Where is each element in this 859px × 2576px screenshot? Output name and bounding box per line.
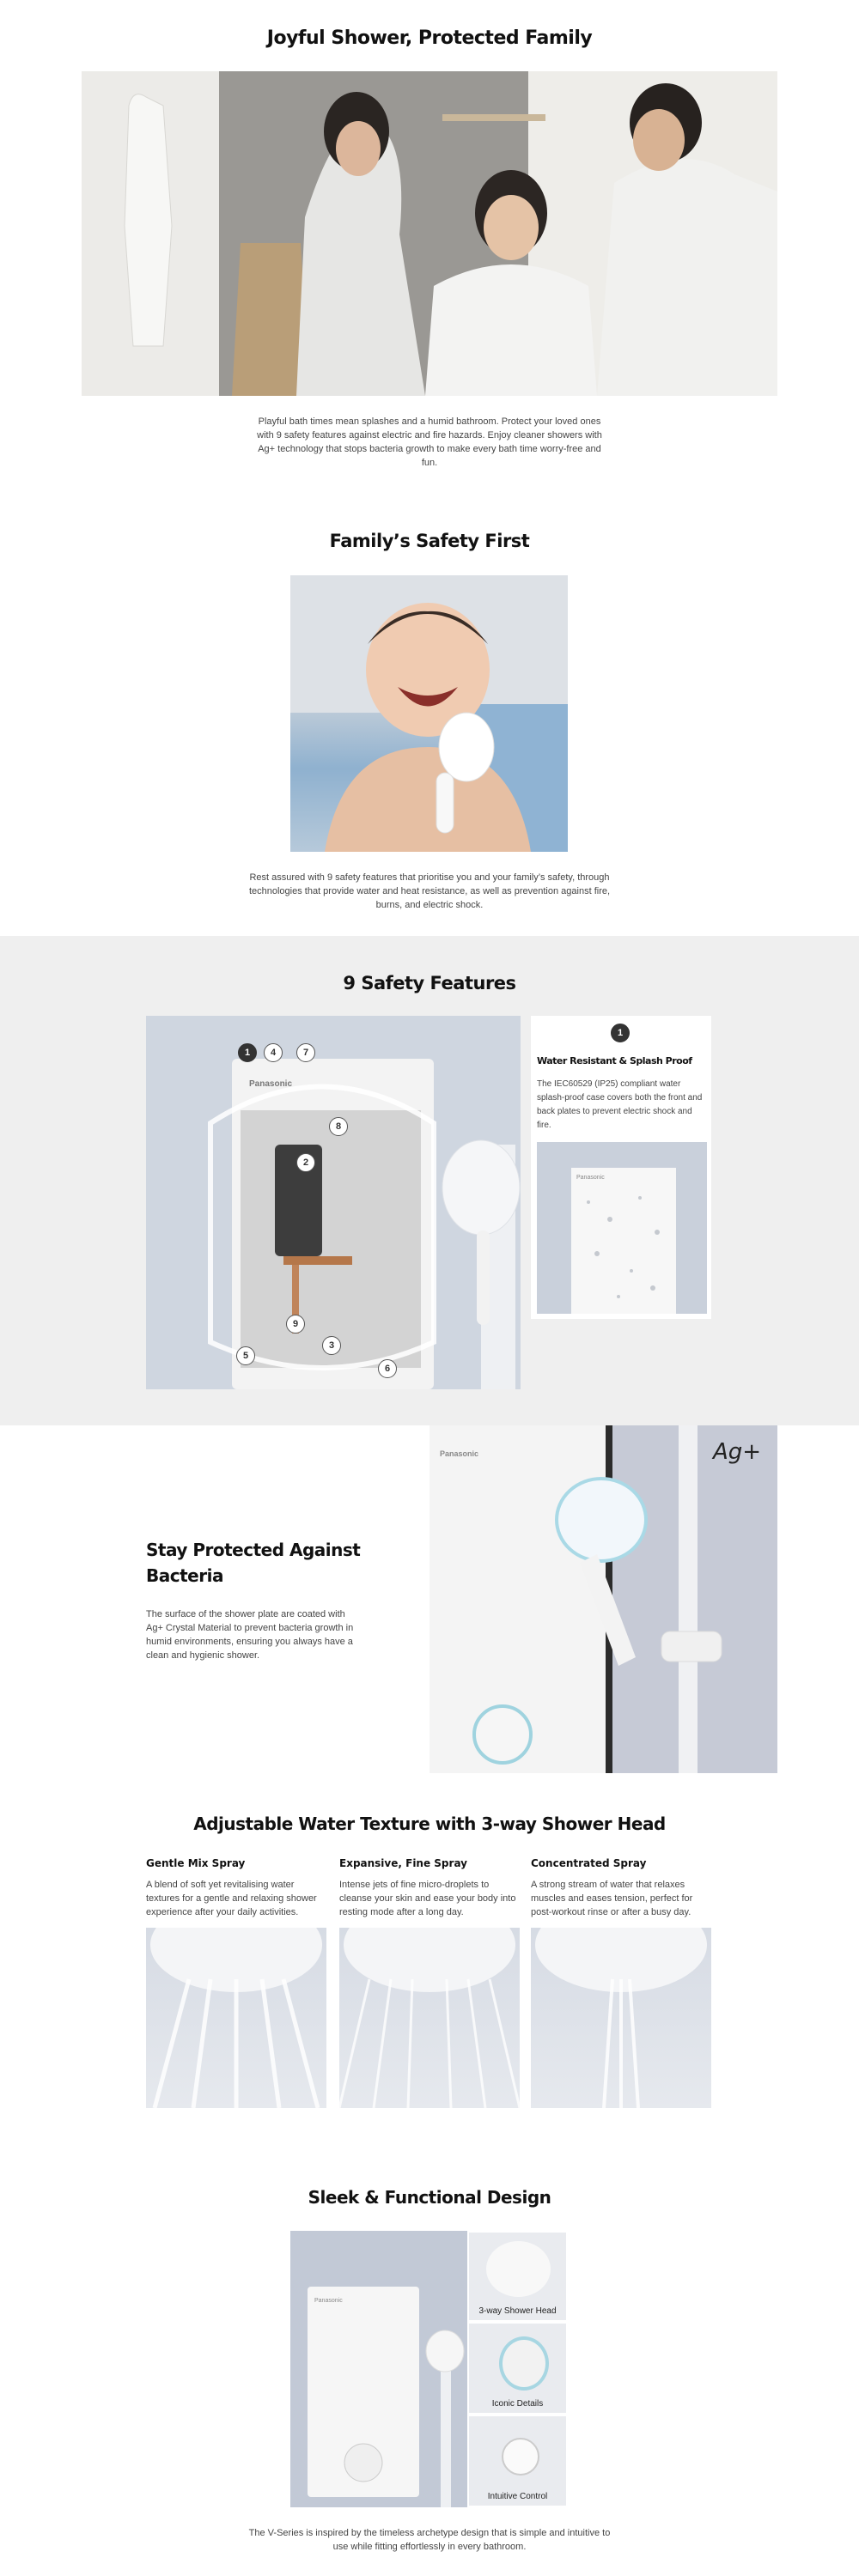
feature-badge-8[interactable]: 8 bbox=[329, 1117, 348, 1136]
feature-card-text: The IEC60529 (IP25) compliant water splash-proof case covers both the front and back plates to prevent electric shock and fire. bbox=[537, 1079, 703, 1130]
hero-family-photo bbox=[82, 71, 777, 396]
ag-plus-logo: Ag+ bbox=[713, 1439, 762, 1465]
spray-image bbox=[146, 1928, 326, 2108]
feature-badge-1[interactable]: 1 bbox=[238, 1043, 257, 1062]
spray-description: A strong stream of water that relaxes muscles and eases tension, perfect for post-workout rinse or after a busy day. bbox=[531, 1880, 693, 1917]
child-shower-photo bbox=[290, 575, 568, 852]
spray-image bbox=[339, 1928, 520, 2108]
spray-description: Intense jets of fine micro-droplets to cleanse your skin and ease your body into resting mode after a long day. bbox=[339, 1880, 516, 1917]
feature-badge-7[interactable]: 7 bbox=[296, 1043, 315, 1062]
inset-label: 3-way Shower Head bbox=[478, 2306, 557, 2316]
hero-description: Playful bath times mean splashes and a humid bathroom. Protect your loved ones with 9 safety features against electric and fire hazards. Enjoy cleaner showers with Ag+ technology that stops bacteria growth to make every bath time worry-free and fun. bbox=[257, 416, 602, 468]
family-safety-title: Family’s Safety First bbox=[329, 531, 530, 551]
feature-badge-9[interactable]: 9 bbox=[286, 1315, 305, 1334]
feature-badge-6[interactable]: 6 bbox=[378, 1359, 397, 1378]
feature-detail-card bbox=[531, 1016, 711, 1319]
feature-badge-2[interactable]: 2 bbox=[296, 1153, 315, 1172]
heater-brand-logo: Panasonic bbox=[440, 1449, 479, 1458]
feature-badge-3[interactable]: 3 bbox=[322, 1336, 341, 1355]
feature-card-title: Water Resistant & Splash Proof bbox=[537, 1055, 692, 1066]
inset-label: Intuitive Control bbox=[487, 2492, 548, 2501]
sleek-design-collage bbox=[290, 2231, 568, 2507]
inset-iconic-details bbox=[467, 2322, 568, 2415]
sleek-design-title: Sleek & Functional Design bbox=[308, 2187, 551, 2208]
inset-shower-head bbox=[467, 2231, 568, 2322]
bacteria-description: The surface of the shower plate are coated with Ag+ Crystal Material to prevent bacteria growth in humid environments, ensuring you always have a clean and hygienic shower. bbox=[146, 1609, 354, 1661]
splash-proof-image bbox=[537, 1142, 707, 1314]
feature-card-number: 1 bbox=[611, 1024, 630, 1042]
spray-gentle-mix bbox=[146, 1857, 326, 2108]
sleek-design-description: The V-Series is inspired by the timeless archetype design that is simple and intuitive to use while fitting effortlessly in every bathroom. bbox=[248, 2528, 611, 2552]
hero-title: Joyful Shower, Protected Family bbox=[266, 27, 593, 49]
spray-expansive-fine bbox=[339, 1857, 520, 2108]
spray-concentrated bbox=[531, 1857, 711, 2108]
features-title: 9 Safety Features bbox=[343, 973, 516, 993]
diagram-brand-logo: Panasonic bbox=[249, 1079, 293, 1089]
heater-cutaway-diagram bbox=[146, 1016, 521, 1389]
splash-image-brand: Panasonic bbox=[576, 1175, 605, 1181]
feature-badge-4[interactable]: 4 bbox=[264, 1043, 283, 1062]
bacteria-title: Stay Protected Against Bacteria bbox=[146, 1540, 361, 1586]
spray-image bbox=[531, 1928, 711, 2108]
spray-name: Expansive, Fine Spray bbox=[339, 1857, 467, 1869]
feature-badge-5[interactable]: 5 bbox=[236, 1346, 255, 1365]
family-safety-description: Rest assured with 9 safety features that prioritise you and your family’s safety, through technologies that provide water and heat resistance, as well as prevention against fire, burns, and electric shock. bbox=[248, 872, 611, 910]
spray-name: Concentrated Spray bbox=[531, 1857, 647, 1869]
inset-label: Iconic Details bbox=[491, 2399, 544, 2409]
spray-description: A blend of soft yet revitalising water textures for a gentle and relaxing shower experience after your daily activities. bbox=[146, 1880, 317, 1917]
collage-brand-logo: Panasonic bbox=[314, 2298, 343, 2304]
spray-name: Gentle Mix Spray bbox=[146, 1857, 246, 1869]
ag-plus-heater-photo bbox=[430, 1425, 777, 1773]
inset-intuitive-control bbox=[467, 2415, 568, 2507]
spray-title: Adjustable Water Texture with 3-way Shower Head bbox=[193, 1814, 666, 1834]
